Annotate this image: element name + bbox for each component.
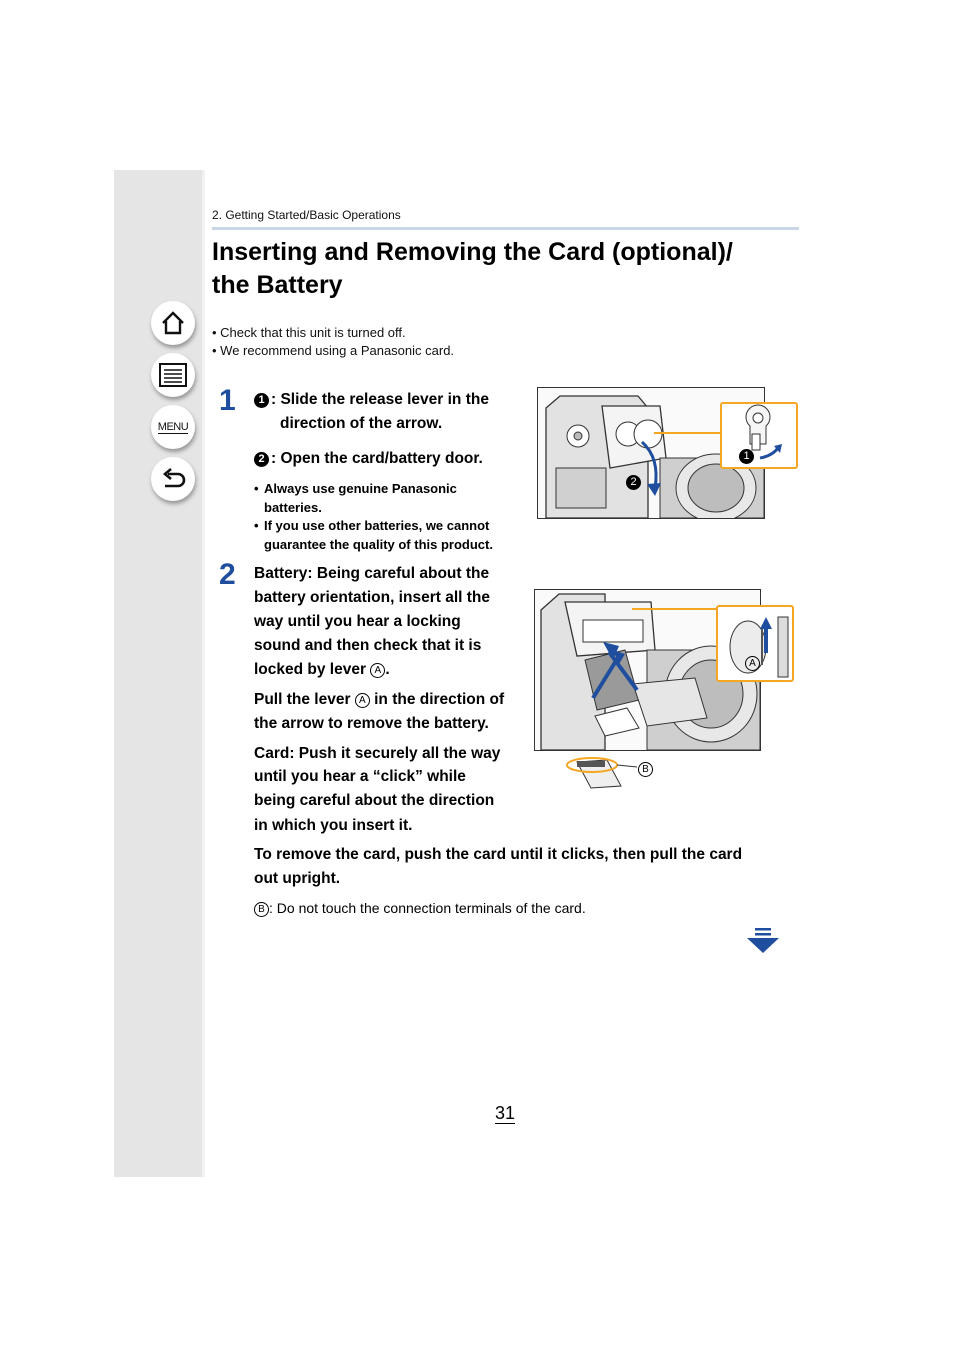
step-1-sub2-text: : Open the card/battery door. bbox=[271, 450, 483, 467]
figure-1-callout bbox=[720, 402, 798, 469]
step-2-card-line3: being careful about the direction bbox=[254, 792, 495, 809]
pull-lever-text-start: Pull the lever bbox=[254, 691, 351, 708]
figure-1-marker-1: 1 bbox=[739, 447, 756, 465]
page-number: 31 bbox=[495, 1103, 516, 1123]
release-lever-detail bbox=[722, 404, 796, 467]
callout-connector-2 bbox=[632, 608, 716, 610]
remove-card-line1: To remove the card, push the card until it clicks, then pull the card bbox=[254, 846, 743, 863]
list-icon bbox=[158, 362, 188, 388]
figure-1-marker-2: 2 bbox=[626, 473, 643, 491]
page-title-line2: the Battery bbox=[212, 271, 343, 299]
next-page-arrow-icon[interactable] bbox=[746, 928, 780, 954]
bullet-other-batteries: • If you use other batteries, we cannot guarantee the quality of this product. bbox=[254, 518, 493, 552]
step-2-battery-line5-text: locked by lever bbox=[254, 661, 367, 678]
circled-number-2: 2 bbox=[254, 452, 269, 467]
step-2-battery-line1: Battery: Being careful about the bbox=[254, 565, 490, 582]
figure-2-callout bbox=[716, 605, 794, 682]
back-button[interactable] bbox=[151, 457, 195, 501]
figure-2-lever-label: A bbox=[745, 654, 760, 672]
card-terminal-note-text: : Do not touch the connection terminals of the card. bbox=[269, 900, 586, 916]
step-2-battery-line3: way until you hear a locking bbox=[254, 613, 461, 630]
menu-label: MENU bbox=[157, 420, 189, 433]
header-rule bbox=[212, 227, 799, 230]
step-2-pull-line1 bbox=[254, 688, 504, 712]
callout-connector-1 bbox=[654, 432, 720, 434]
menu-button[interactable] bbox=[151, 405, 195, 449]
note-turned-off: • Check that this unit is turned off. bbox=[212, 325, 406, 340]
bullet-1-line1: Always use genuine Panasonic bbox=[264, 481, 457, 496]
card-terminal-note bbox=[254, 899, 586, 917]
step-1-sub1-line2: direction of the arrow. bbox=[280, 415, 443, 432]
back-arrow-icon bbox=[159, 465, 187, 493]
toc-button[interactable] bbox=[151, 353, 195, 397]
step-2-card-line4: in which you insert it. bbox=[254, 817, 413, 834]
step-1-sub1-text: : Slide the release lever in the bbox=[271, 391, 489, 408]
bullet-1-line2: batteries. bbox=[264, 500, 322, 515]
step-2-card-line2: until you hear a “click” while bbox=[254, 768, 466, 785]
home-button[interactable] bbox=[151, 301, 195, 345]
step-2-number: 2 bbox=[219, 558, 236, 591]
step-2-battery-line5-end: . bbox=[385, 661, 390, 678]
figure-2-card-label: B bbox=[638, 760, 653, 778]
step-1-number: 1 bbox=[219, 384, 236, 417]
bullet-2-line1: If you use other batteries, we cannot bbox=[264, 518, 490, 533]
step-1-sub1 bbox=[254, 388, 489, 412]
step-2-battery-line5 bbox=[254, 658, 390, 682]
home-icon bbox=[159, 309, 187, 337]
pull-lever-text-end: in the direction of bbox=[374, 691, 505, 708]
page-title bbox=[212, 236, 812, 302]
bullet-2-line2: guarantee the quality of this product. bbox=[264, 537, 493, 552]
step-1-sub2 bbox=[254, 447, 483, 471]
step-2-card-line1: Card: Push it securely all the way bbox=[254, 745, 501, 762]
page-title-line1: Inserting and Removing the Card (optional)/ bbox=[212, 238, 733, 266]
remove-card-line2: out upright. bbox=[254, 870, 341, 887]
step-2-pull-line2: the arrow to remove the battery. bbox=[254, 715, 489, 732]
note-panasonic-card: • We recommend using a Panasonic card. bbox=[212, 343, 455, 358]
step-2-battery-line2: battery orientation, insert all the bbox=[254, 589, 490, 606]
lever-a-marker: A bbox=[370, 663, 385, 678]
breadcrumb: 2. Getting Started/Basic Operations bbox=[212, 208, 401, 222]
step-2-battery-line4: sound and then check that it is bbox=[254, 637, 482, 654]
lever-a-marker-2: A bbox=[355, 693, 370, 708]
card-b-marker: B bbox=[254, 902, 269, 917]
sidebar-edge bbox=[202, 170, 205, 1177]
bullet-genuine-batteries: • Always use genuine Panasonic batteries. bbox=[254, 481, 457, 515]
circled-number-1: 1 bbox=[254, 393, 269, 408]
